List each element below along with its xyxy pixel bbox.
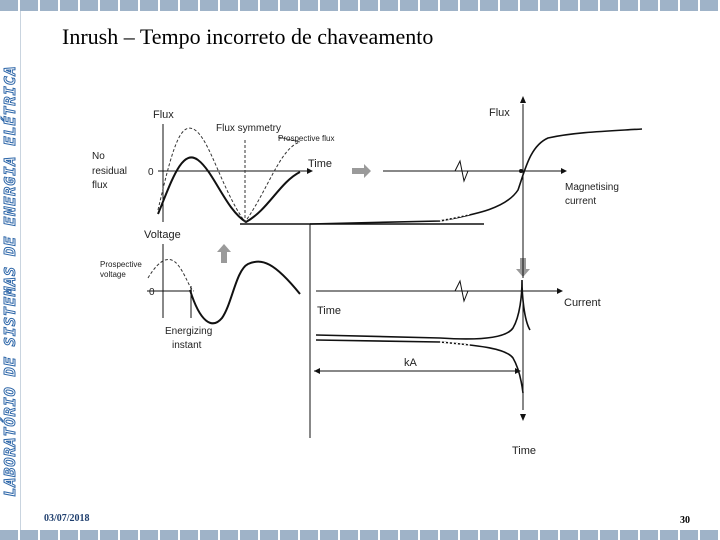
prospective-voltage-line-2: voltage	[100, 270, 126, 279]
magnetising-current-line-1: Magnetising	[565, 182, 619, 193]
up-arrow-icon	[217, 244, 231, 263]
side-lab-label: LABORATÓRIO DE SISTEMAS DE ENERGIA ELÉTRICA	[1, 65, 19, 497]
no-residual-flux-line-3: flux	[92, 180, 108, 191]
bottom-time-axis-arrow	[520, 414, 526, 421]
no-residual-flux-line-2: residual	[92, 166, 128, 177]
no-residual-flux-line-1: No	[92, 151, 105, 162]
current-label: Current	[564, 297, 601, 309]
decay-envelope-curve	[316, 340, 523, 393]
voltage-label: Voltage	[144, 229, 181, 241]
energizing-instant-line-2: instant	[172, 340, 202, 351]
prospective-voltage-line-1: Prospective	[100, 260, 142, 269]
inrush-current-curve	[316, 280, 530, 339]
ka-label: kA	[404, 357, 417, 369]
actual-flux-curve	[158, 157, 300, 222]
bottom-time-label-mid: Time	[317, 305, 342, 317]
energizing-instant-line-1: Energizing	[165, 326, 213, 337]
right-arrow-icon	[352, 164, 371, 178]
ka-arrow-left	[314, 368, 320, 374]
footer-date: 03/07/2018	[44, 513, 90, 524]
magnetisation-curve	[310, 129, 642, 224]
flux-intersection-dot	[519, 169, 523, 173]
right-flux-axis-arrow	[520, 96, 526, 103]
left-flux-label: Flux	[153, 109, 174, 121]
left-zero-top-label: 0	[148, 167, 154, 178]
left-zero-bottom-label: 0	[149, 287, 155, 298]
flux-symmetry-label: Flux symmetry	[216, 123, 281, 134]
prospective-voltage-curve	[148, 259, 194, 291]
voltage-curve	[190, 262, 300, 324]
bottom-time-label: Time	[512, 445, 537, 457]
page-number: 30	[680, 515, 690, 526]
slide-title: Inrush – Tempo incorreto de chaveamento	[62, 24, 434, 49]
left-time-label: Time	[308, 158, 333, 170]
magnetising-current-line-2: current	[565, 196, 597, 207]
prospective-flux-label: Prospective flux	[278, 134, 335, 143]
right-flux-label: Flux	[489, 107, 510, 119]
